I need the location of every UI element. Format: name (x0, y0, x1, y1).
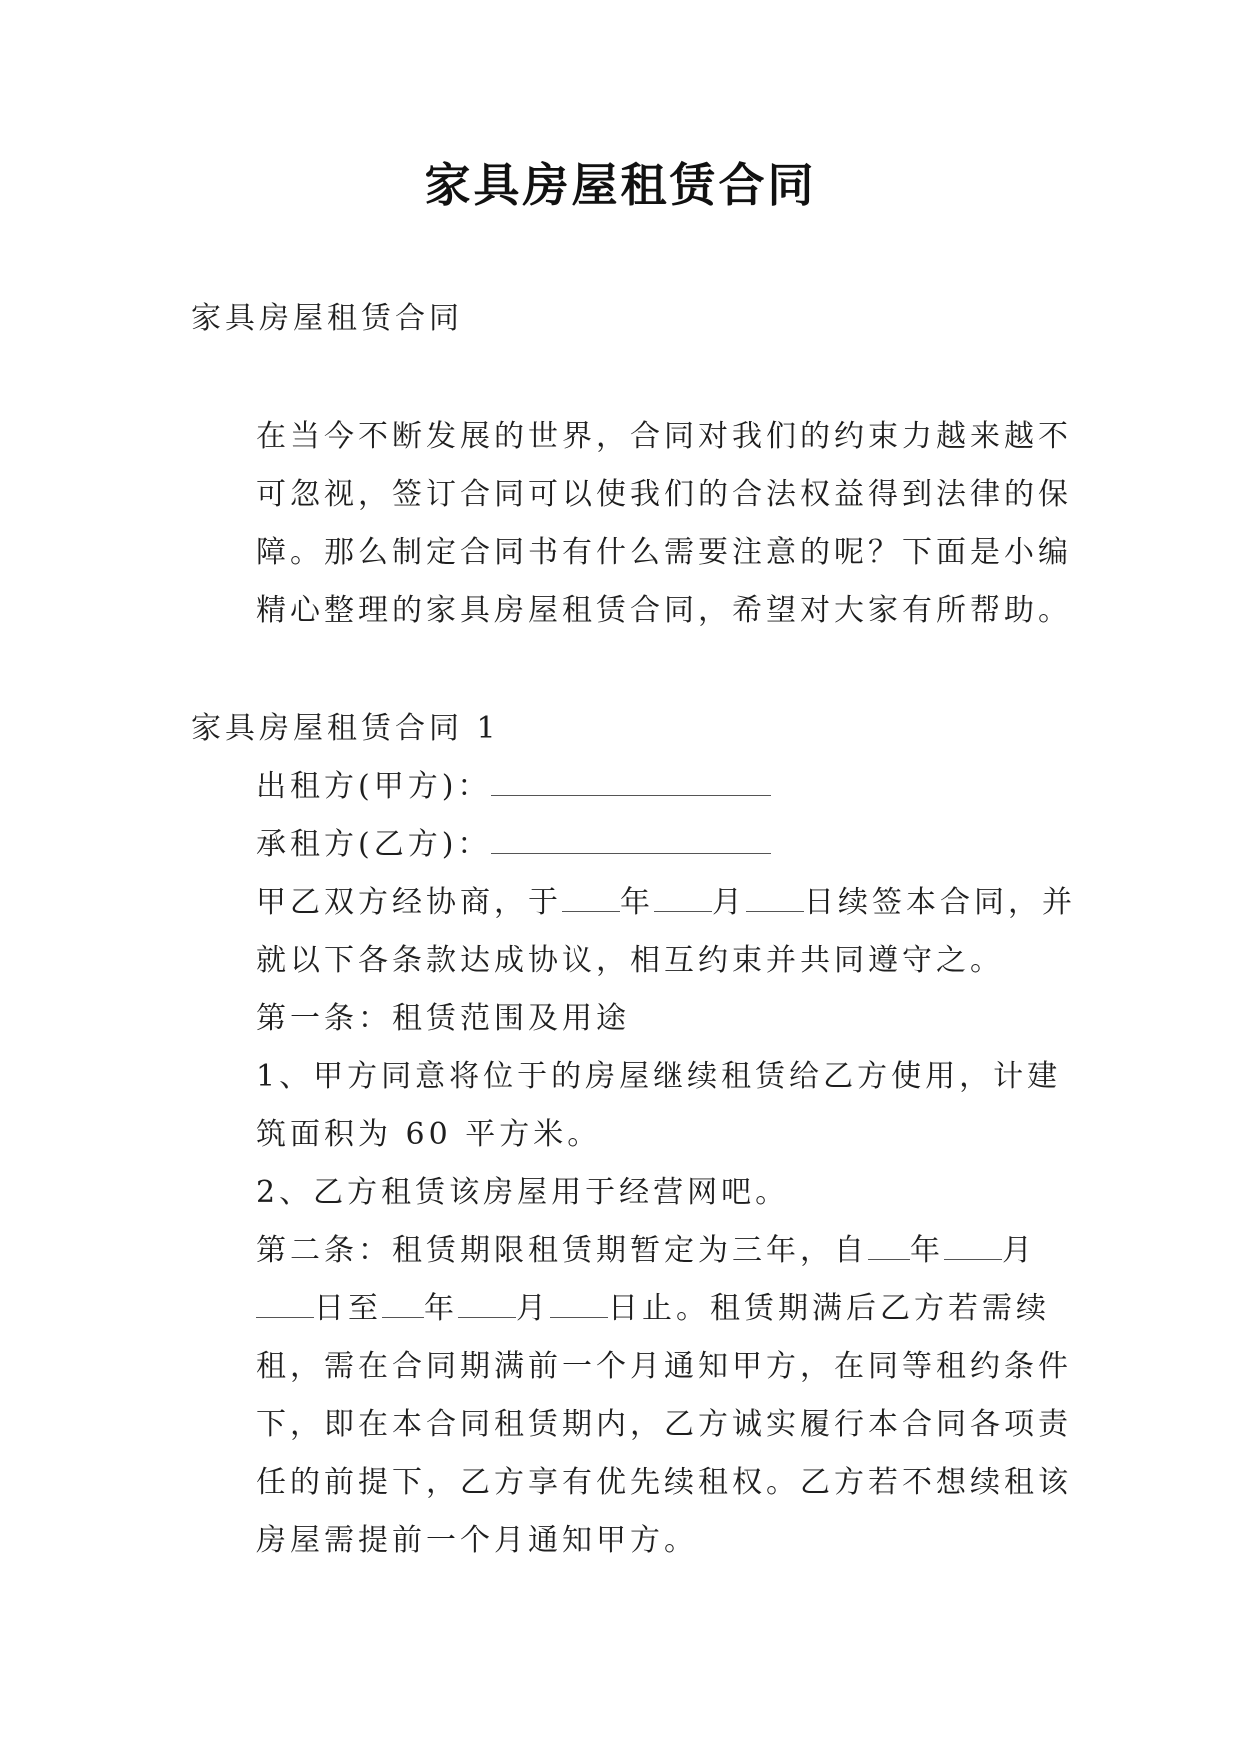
document-title: 家具房屋租赁合同 (424, 158, 817, 212)
lessee-label: 承租方(乙方)： (256, 827, 492, 862)
clause-1: 1、甲方同意将位于的房屋继续租赁给乙方使用，计建筑面积为 60 平方米。 (256, 1059, 1062, 1152)
lessor-blank (491, 769, 771, 796)
agreement-paragraph (191, 874, 1081, 990)
end-month-label: 月 (516, 1291, 550, 1326)
end-year-label: 年 (424, 1291, 458, 1326)
day-blank (746, 885, 804, 912)
start-day-blank (256, 1291, 314, 1318)
document-subtitle: 家具房屋租赁合同 (191, 301, 463, 336)
article1-heading: 第一条：租赁范围及用途 (256, 1001, 630, 1036)
end-year-blank (382, 1291, 424, 1318)
agreement-text: 甲乙双方经协商，于 (256, 885, 562, 920)
section-heading: 家具房屋租赁合同 1 (191, 711, 500, 746)
article2-paragraph (191, 1222, 1081, 1570)
start-month-label: 月 (1002, 1233, 1036, 1268)
document-body (191, 290, 1081, 1570)
month-blank (654, 885, 712, 912)
article2-text: 第二条：租赁期限租赁期暂定为三年，自 (256, 1233, 868, 1268)
lessor-label: 出租方(甲方)： (256, 769, 492, 804)
intro-paragraph: 在当今不断发展的世界，合同对我们的约束力越来越不可忽视，签订合同可以使我们的合法权益得到法律的保障。那么制定合同书有什么需要注意的呢？下面是小编精心整理的家具房屋租赁合同，希望对大家有所帮助。 (256, 419, 1072, 628)
day-to-label: 日至 (314, 1291, 382, 1326)
end-month-blank (458, 1291, 516, 1318)
lessee-line (191, 816, 1081, 874)
clause-2: 2、乙方租赁该房屋用于经营网吧。 (256, 1175, 790, 1210)
agreement-text-end: 日续签本合同，并就以下各条款达成协议，相互约束并共同遵守之。 (256, 885, 1076, 978)
lessee-blank (491, 827, 771, 854)
month-label: 月 (712, 885, 746, 920)
start-year-blank (868, 1233, 910, 1260)
start-month-blank (944, 1233, 1002, 1260)
year-blank (562, 885, 620, 912)
start-year-label: 年 (910, 1233, 944, 1268)
lessor-line (191, 758, 1081, 816)
end-day-blank (550, 1291, 608, 1318)
year-label: 年 (620, 885, 654, 920)
article2-text-end: 日止。租赁期满后乙方若需续租，需在合同期满前一个月通知甲方，在同等租约条件下，即在本合同租赁期内，乙方诚实履行本合同各项责任的前提下，乙方享有优先续租权。乙方若不想续租该房屋需提前一个月通知甲方。 (256, 1291, 1072, 1558)
